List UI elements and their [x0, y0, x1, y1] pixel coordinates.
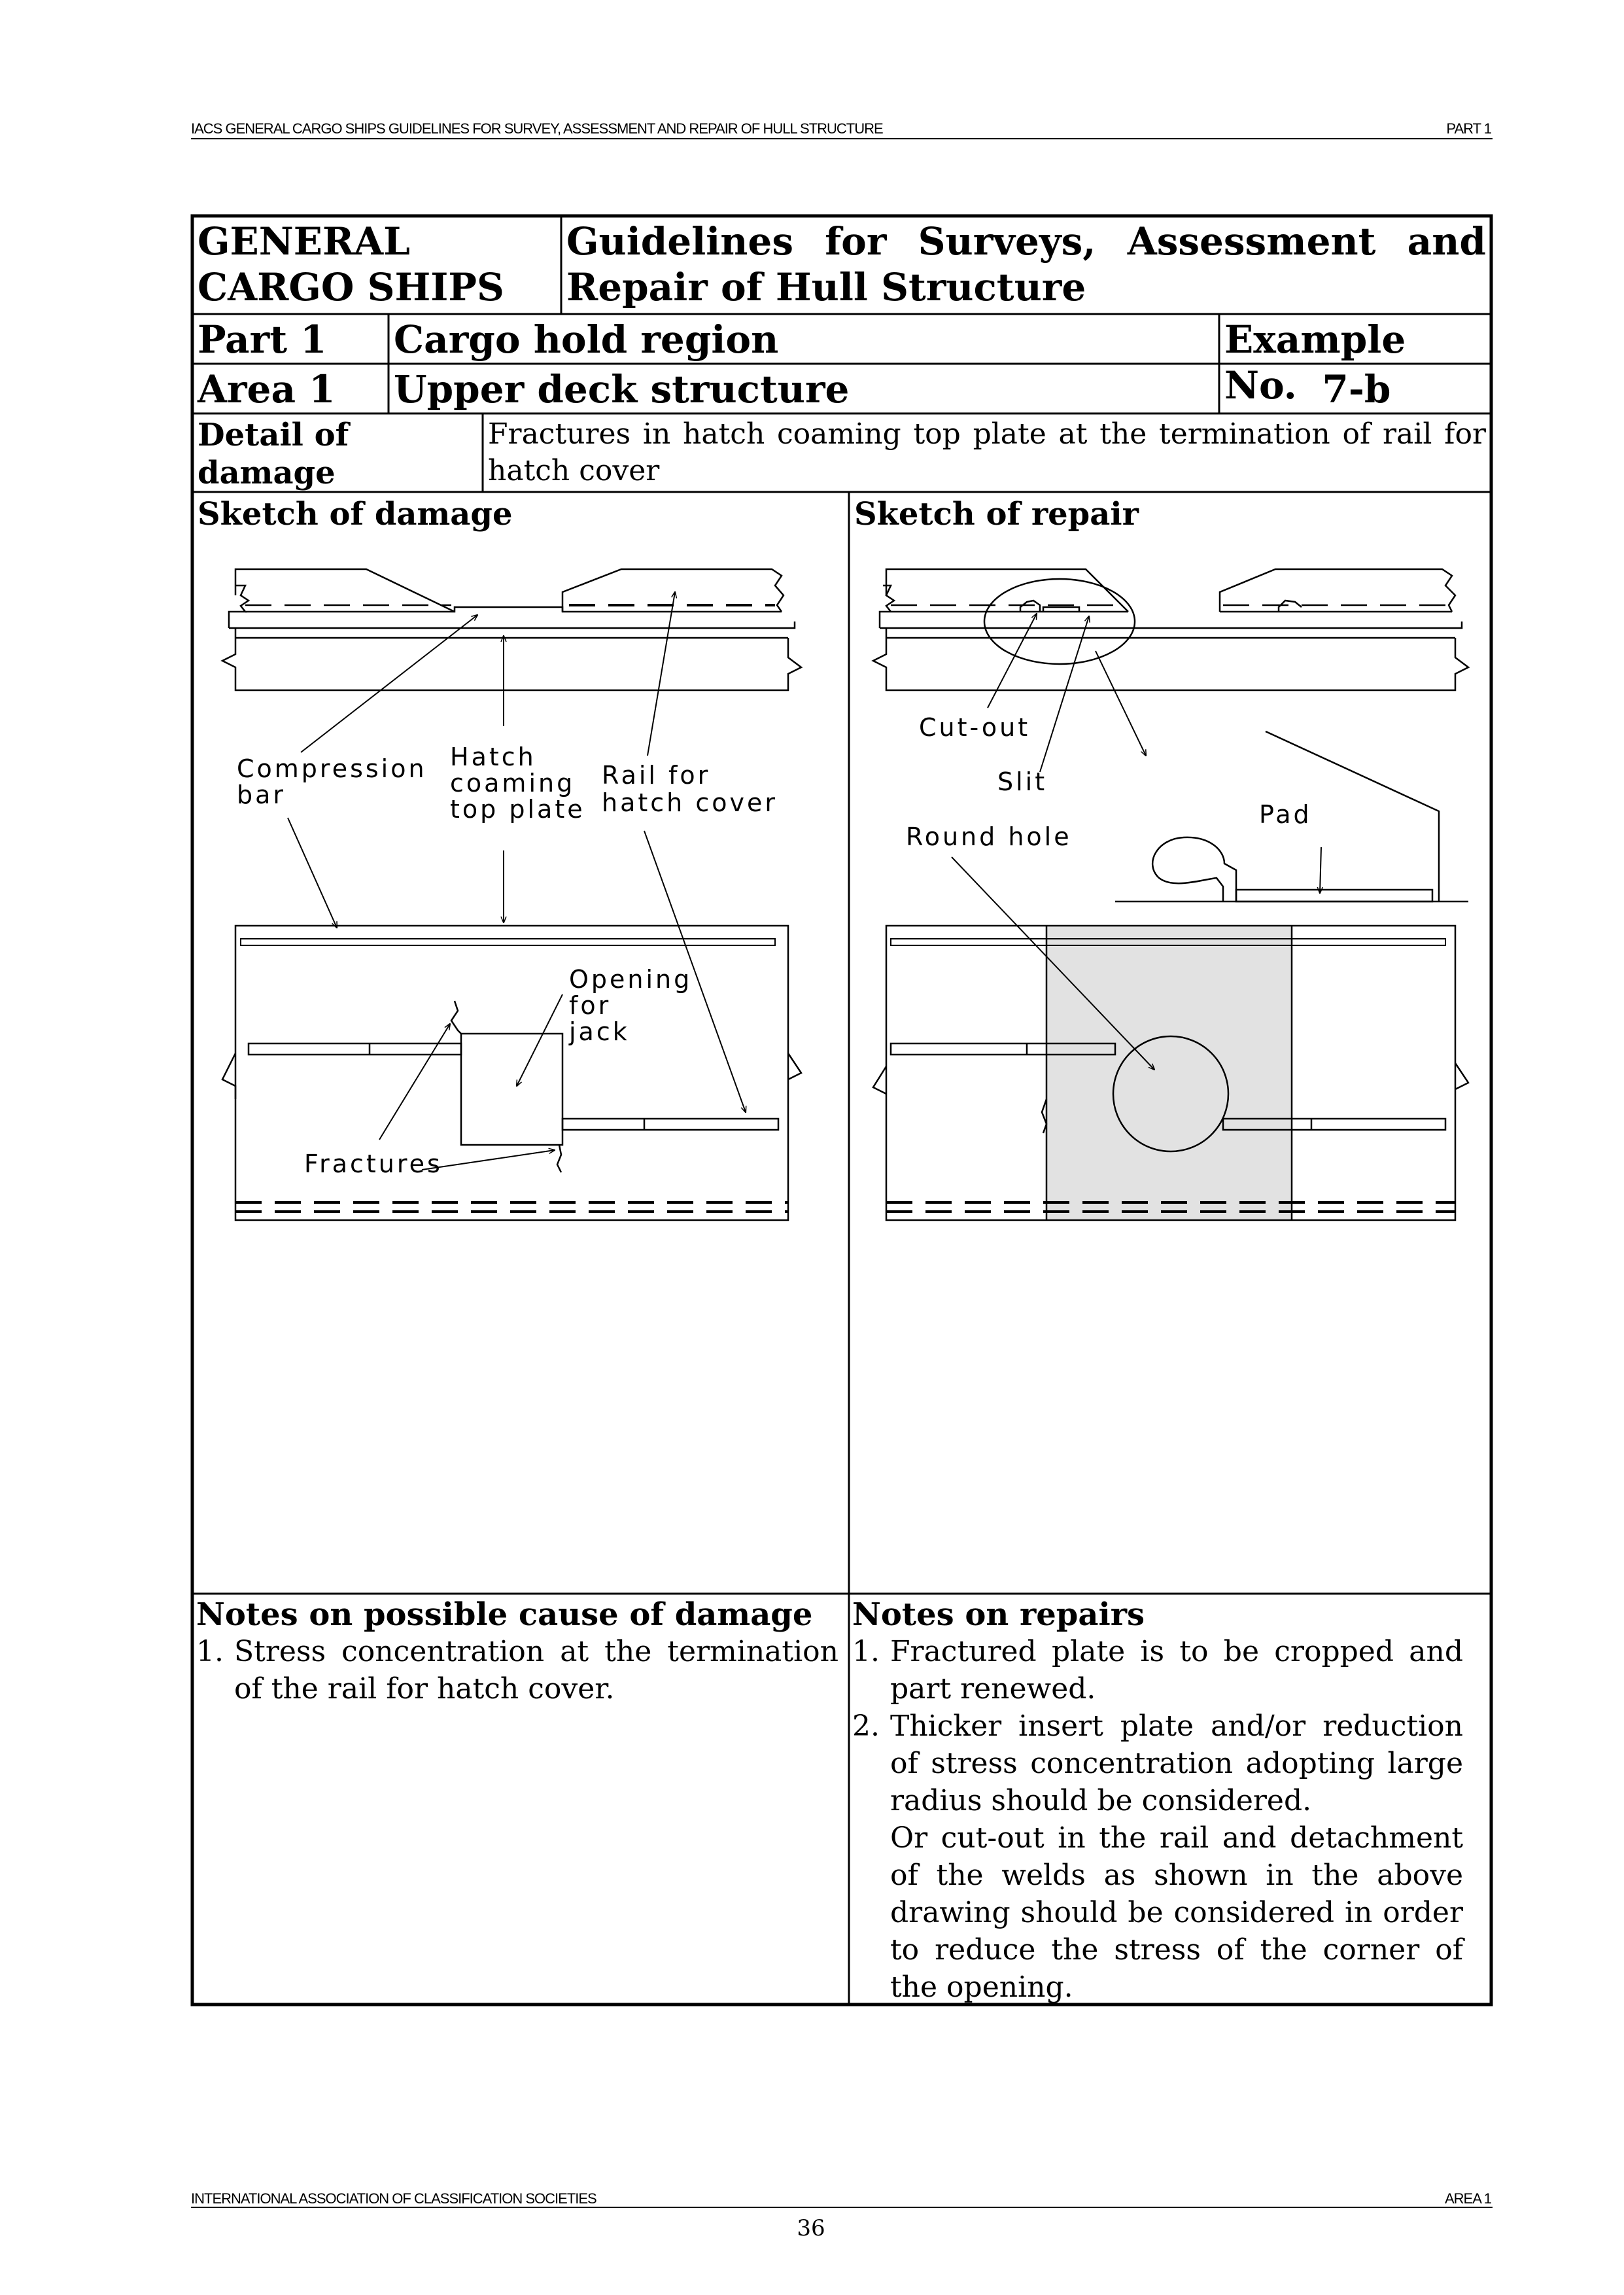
- notes-repairs-item-1-num: 1.: [852, 1635, 880, 1668]
- label-round-hole: Round hole: [906, 822, 1072, 851]
- footer-rule: [191, 2207, 1493, 2208]
- area-label: Area 1: [198, 367, 336, 412]
- sketch-repair-heading: Sketch of repair: [854, 496, 1139, 533]
- guideline-title-line2: Repair of Hull Structure: [566, 265, 1086, 309]
- notes-repairs-item-1: [852, 1633, 1463, 1708]
- area-value: Upper deck structure: [394, 367, 850, 412]
- label-opening-2: for: [569, 991, 612, 1020]
- detail-label: Detail of damage: [198, 417, 349, 491]
- example-label: Example No.: [1224, 317, 1406, 408]
- notes-repairs-item-2: [852, 1708, 1463, 1819]
- notes-repairs-continuation: Or cut-out in the rail and detachment of the welds as shown in the above drawing should be considered in order to reduce the stress of the corner of the opening.: [890, 1821, 1463, 2004]
- label-opening-3: jack: [569, 1017, 630, 1046]
- notes-repairs-item-1-text: Fractured plate is to be cropped and part renewed.: [890, 1635, 1463, 1706]
- insert-plate-shading: [1046, 926, 1292, 1220]
- footer-org: INTERNATIONAL ASSOCIATION OF CLASSIFICATION SOCIETIES: [191, 2190, 596, 2207]
- notes-repairs: [852, 1596, 1463, 2006]
- footer-area: AREA 1: [1444, 2190, 1491, 2207]
- label-slit: Slit: [997, 767, 1048, 796]
- running-header-part: PART 1: [1446, 120, 1491, 137]
- page-number: 36: [797, 2215, 825, 2241]
- label-hatch-3: top plate: [450, 795, 585, 824]
- sketch-damage-heading: Sketch of damage: [198, 496, 513, 533]
- label-hatch-2: coaming: [450, 769, 576, 797]
- notes-repairs-item-2-text: Thicker insert plate and/or reduction of stress concentration adopting large radius should be considered.: [890, 1709, 1463, 1817]
- example-value: 7-b: [1322, 367, 1391, 412]
- notes-repairs-continuation-row: [852, 1819, 1463, 2006]
- label-rail-2: hatch cover: [602, 788, 778, 817]
- notes-cause-heading: Notes on possible cause of damage: [196, 1596, 813, 1633]
- notes-repairs-item-2-num: 2.: [852, 1709, 880, 1743]
- part-label: Part 1: [198, 317, 327, 362]
- part-value: Cargo hold region: [394, 317, 779, 362]
- ship-type: GENERAL CARGO SHIPS: [198, 219, 504, 309]
- notes-cause-item-num: 1.: [196, 1635, 224, 1668]
- guideline-title-line1: Guidelines for Surveys, Assessment and: [566, 219, 1486, 264]
- notes-cause-item: [196, 1633, 838, 1708]
- label-hatch-1: Hatch: [450, 743, 536, 771]
- label-compression-bar-1: Compression: [237, 754, 427, 783]
- notes-cause: [196, 1596, 838, 1708]
- running-header-title: IACS GENERAL CARGO SHIPS GUIDELINES FOR SURVEY, ASSESSMENT AND REPAIR OF HULL STRUCTURE: [191, 120, 883, 137]
- notes-cause-item-text: Stress concentration at the termination of the rail for hatch cover.: [234, 1635, 838, 1706]
- notes-repairs-heading: Notes on repairs: [852, 1596, 1145, 1633]
- label-cutout: Cut-out: [919, 713, 1031, 742]
- label-rail-1: Rail for: [602, 761, 711, 790]
- label-pad: Pad: [1259, 800, 1312, 829]
- label-compression-bar-2: bar: [237, 780, 286, 809]
- label-fractures: Fractures: [304, 1149, 443, 1178]
- label-opening-1: Opening: [569, 965, 693, 994]
- detail-value: Fractures in hatch coaming top plate at the termination of rail for hatch cover: [488, 417, 1486, 487]
